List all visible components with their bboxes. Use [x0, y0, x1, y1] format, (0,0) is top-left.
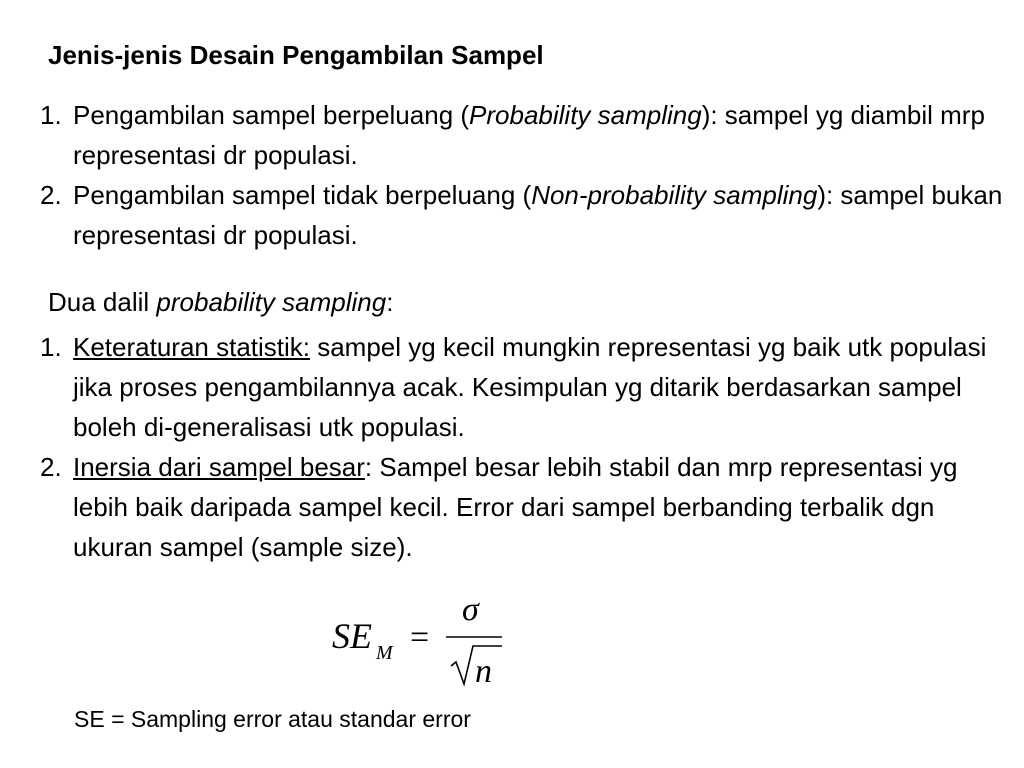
formula-numerator: σ	[462, 591, 479, 628]
formula-equals: =	[410, 619, 430, 656]
formula-denominator: n	[475, 653, 492, 690]
list-number: 2.	[40, 452, 62, 482]
item-term: Inersia dari sampel besar	[73, 452, 365, 482]
item-text: : Sampel besar lebih stabil dan mrp representasi yg lebih baik daripada sampel kecil. Error dari sampel berbanding terbalik dgn ukuran sampel (sample size).	[73, 452, 958, 562]
item-term: Keteraturan statistik:	[73, 332, 310, 362]
item-text-post: ): sampel bukan representasi dr populasi.	[73, 180, 1003, 250]
formula-subscript: M	[376, 642, 393, 664]
slide-title: Jenis-jenis Desain Pengambilan Sampel	[48, 40, 544, 70]
item-text: sampel yg kecil mungkin representasi yg baik utk populasi jika proses pengambilannya acak. Kesimpulan yg ditarik berdasarkan sampel boleh di-generalisasi utk populasi.	[73, 332, 987, 442]
subheading-pre: Dua dalil	[48, 287, 157, 317]
design-types-list	[40, 95, 1005, 255]
item-text-pre: Pengambilan sampel berpeluang (	[73, 100, 470, 130]
subheading-em: probability sampling	[156, 287, 387, 317]
list-item-statistical-regularity	[40, 327, 1005, 447]
standard-error-formula	[330, 588, 530, 698]
list-number: 1.	[40, 332, 62, 362]
item-text-pre: Pengambilan sampel tidak berpeluang (	[73, 180, 532, 210]
list-number: 1.	[40, 100, 62, 130]
item-text-em: Non-probability sampling	[531, 180, 818, 210]
formula-lhs: SE	[332, 616, 372, 656]
principles-list	[40, 327, 1005, 567]
list-item-large-sample-inertia	[40, 447, 1005, 567]
list-item-probability	[40, 95, 1005, 175]
formula-note: SE = Sampling error atau standar error	[74, 706, 471, 732]
item-text-em: Probability sampling	[469, 100, 702, 130]
subheading-post: :	[386, 287, 394, 317]
item-text-post: ): sampel yg diambil mrp representasi dr populasi.	[73, 100, 985, 170]
subheading	[48, 282, 393, 322]
list-number: 2.	[40, 180, 62, 210]
list-item-non-probability	[40, 175, 1005, 255]
